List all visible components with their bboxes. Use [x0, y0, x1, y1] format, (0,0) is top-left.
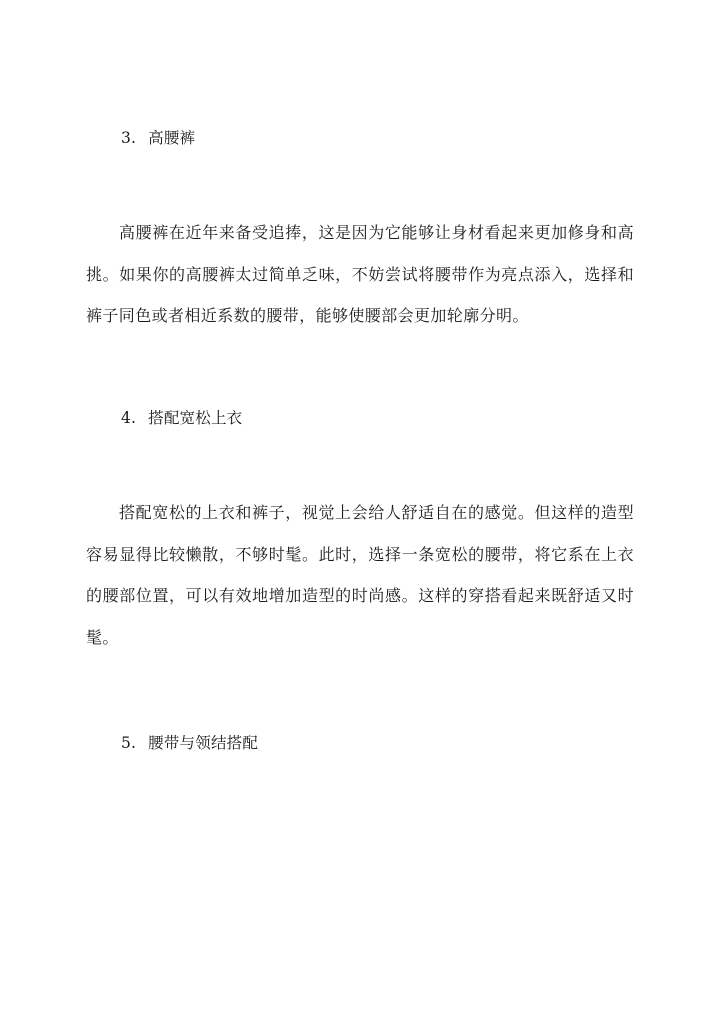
section-paragraph-loose-top: 搭配宽松的上衣和裤子，视觉上会给人舒适自在的感觉。但这样的造型容易显得比较懒散，不够时髦。此时，选择一条宽松的腰带，将它系在上衣的腰部位置，可以有效地增加造型的时尚感。这样的穿搭看起来既舒适又时髦。 — [86, 503, 634, 647]
section-number: 4. — [121, 409, 137, 427]
section-title: 搭配宽松上衣 — [148, 409, 243, 427]
section-heading-high-waist-pants — [121, 128, 195, 148]
section-paragraph-high-waist-pants: 高腰裤在近年来备受追捧，这是因为它能够让身材看起来更加修身和高挑。如果你的高腰裤太过简单乏味，不妨尝试将腰带作为亮点添入，选择和裤子同色或者相近系数的腰带，能够使腰部会更加轮廓分明。 — [86, 223, 634, 325]
section-title: 腰带与领结搭配 — [148, 734, 259, 752]
section-title: 高腰裤 — [148, 129, 196, 147]
section-number: 3. — [121, 129, 137, 147]
section-heading-belt-and-bow-tie — [121, 733, 258, 753]
section-heading-loose-top — [121, 408, 242, 428]
section-number: 5. — [121, 734, 137, 752]
